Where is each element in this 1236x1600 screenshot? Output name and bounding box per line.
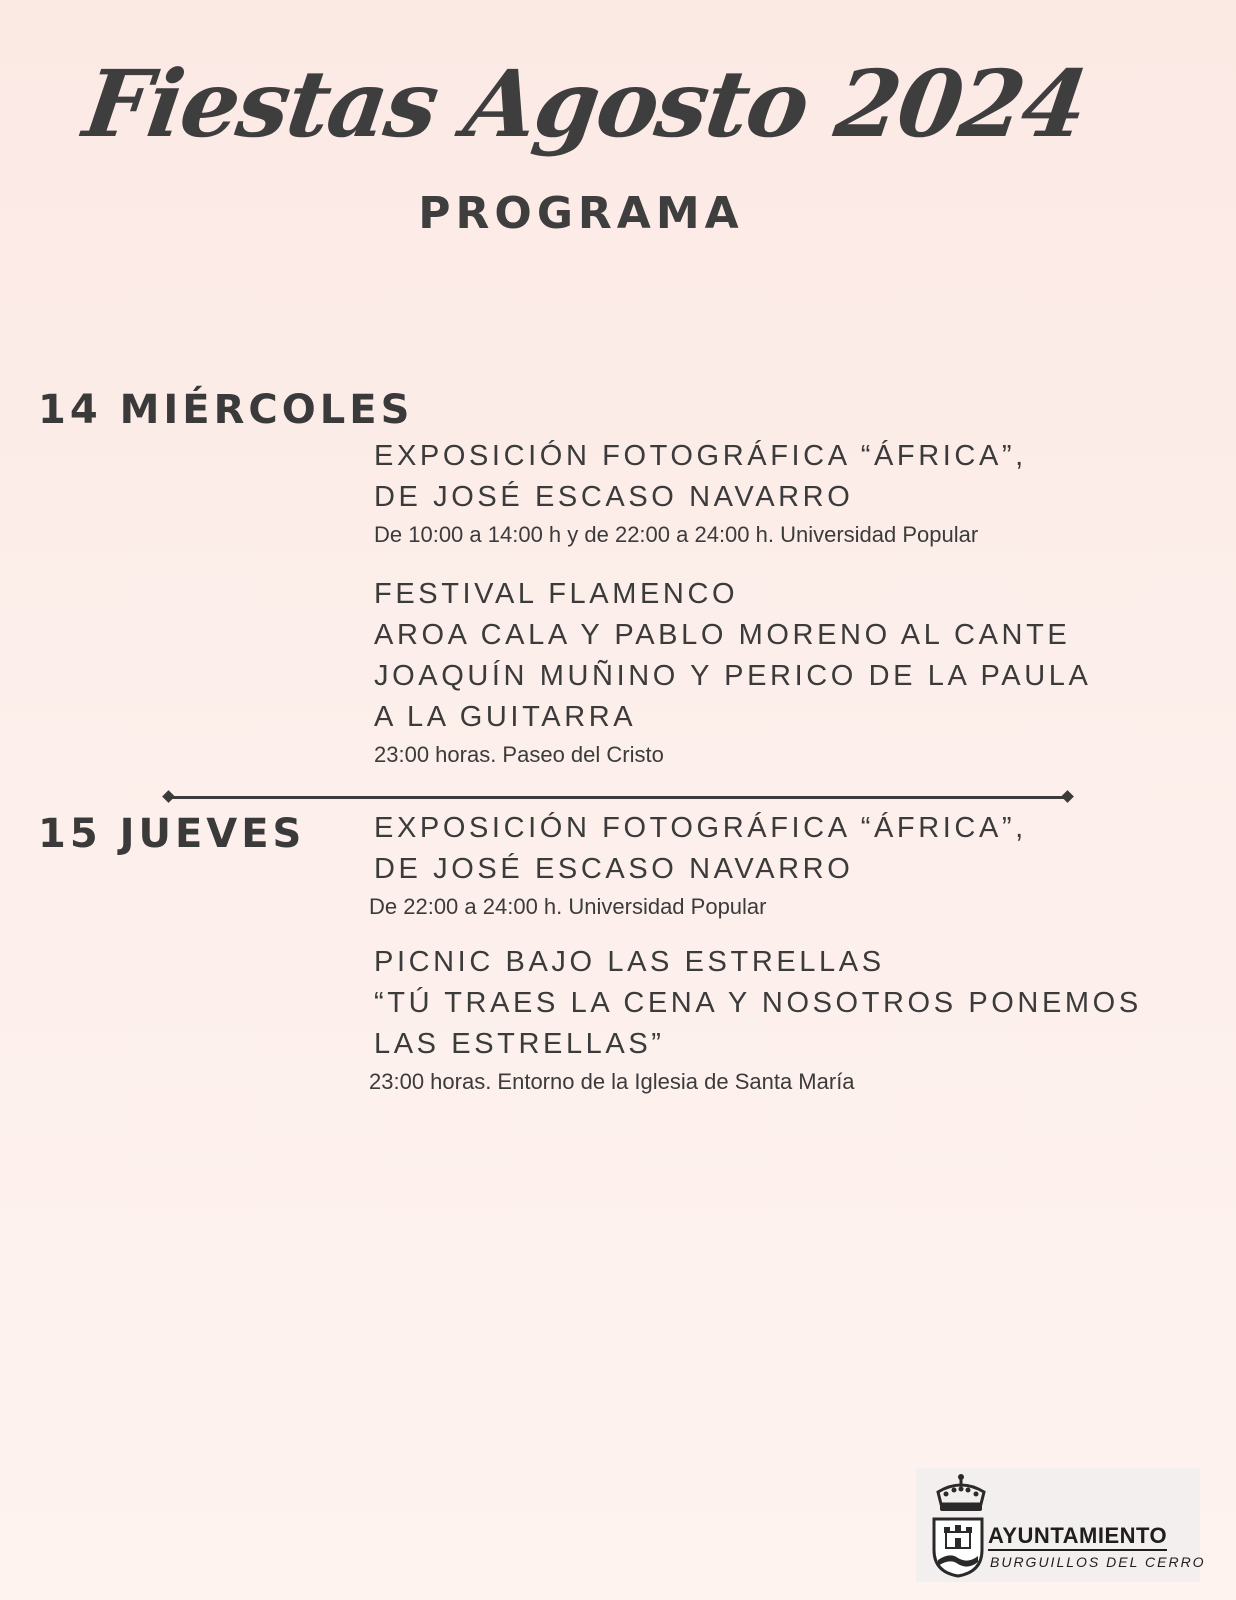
event-picnic bbox=[369, 942, 1194, 1097]
event-title-line: A LA GUITARRA bbox=[374, 701, 637, 733]
event-title-line: EXPOSICIÓN FOTOGRÁFICA “ÁFRICA”, bbox=[374, 812, 1027, 844]
event-title-line: FESTIVAL FLAMENCO bbox=[374, 578, 739, 610]
event-title-line: AROA CALA Y PABLO MORENO AL CANTE bbox=[374, 619, 1071, 651]
page-subtitle: PROGRAMA bbox=[418, 188, 744, 239]
day-divider bbox=[168, 796, 1068, 799]
ayuntamiento-logo bbox=[916, 1468, 1206, 1582]
coat-of-arms-icon bbox=[930, 1516, 986, 1578]
event-title-line: “TÚ TRAES LA CENA Y NOSOTROS PONEMOS bbox=[374, 987, 1142, 1019]
event-detail: De 22:00 a 24:00 h. Universidad Popular bbox=[369, 894, 767, 919]
event-detail: De 10:00 a 14:00 h y de 22:00 a 24:00 h. Universidad Popular bbox=[374, 522, 979, 547]
event-title-line: DE JOSÉ ESCASO NAVARRO bbox=[374, 853, 854, 885]
page-title: Fiestas Agosto 2024 bbox=[77, 50, 1093, 158]
event-title-line: EXPOSICIÓN FOTOGRÁFICA “ÁFRICA”, bbox=[374, 440, 1027, 472]
logo-name: AYUNTAMIENTO bbox=[988, 1523, 1167, 1551]
event-detail: 23:00 horas. Paseo del Cristo bbox=[374, 742, 664, 767]
day-heading-15: 15 JUEVES bbox=[38, 811, 306, 857]
event-exposicion-14 bbox=[374, 436, 1194, 550]
event-festival-flamenco bbox=[374, 574, 1194, 770]
crown-icon bbox=[932, 1472, 990, 1514]
event-title-line: JOAQUÍN MUÑINO Y PERICO DE LA PAULA bbox=[374, 660, 1092, 692]
event-title-line: LAS ESTRELLAS” bbox=[374, 1028, 665, 1060]
day-heading-14: 14 MIÉRCOLES bbox=[38, 387, 414, 433]
event-title-line: PICNIC BAJO LAS ESTRELLAS bbox=[374, 946, 885, 978]
event-exposicion-15 bbox=[369, 808, 1194, 922]
event-title-line: DE JOSÉ ESCASO NAVARRO bbox=[374, 481, 854, 513]
event-detail: 23:00 horas. Entorno de la Iglesia de Santa María bbox=[369, 1069, 855, 1094]
logo-town: BURGUILLOS DEL CERRO bbox=[990, 1554, 1206, 1570]
